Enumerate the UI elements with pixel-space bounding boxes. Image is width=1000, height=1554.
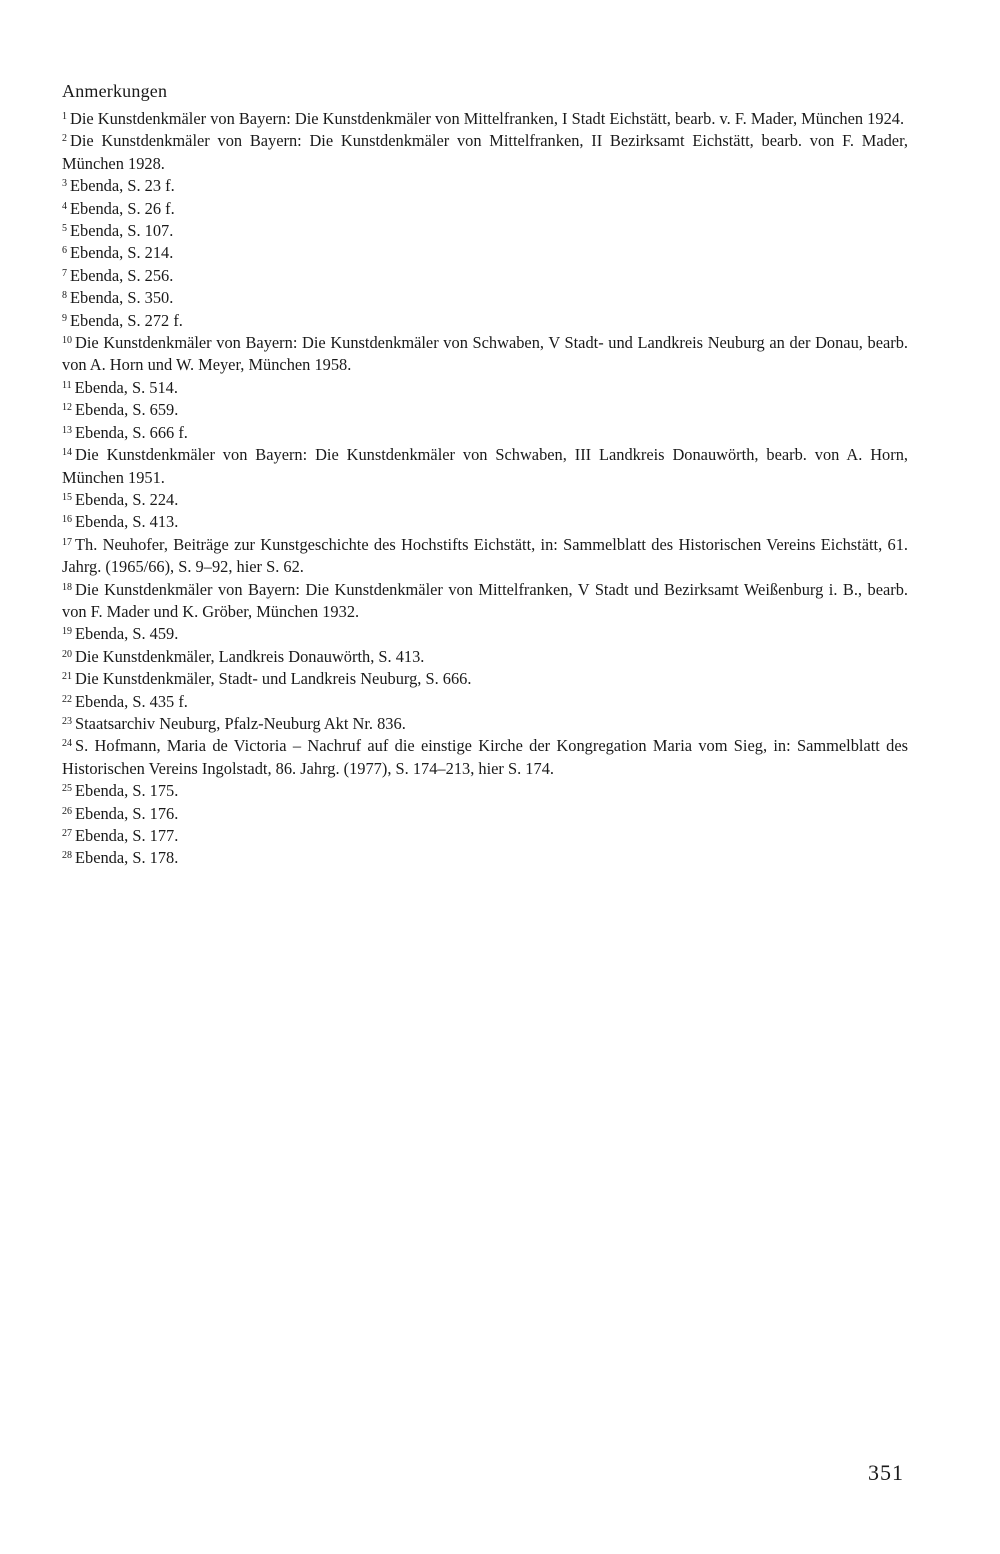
page-number: 351	[868, 1460, 904, 1485]
footnote-number: 11	[62, 379, 72, 391]
footnote-text: Die Kunstdenkmäler, Stadt- und Landkreis Neuburg, S. 666.	[75, 669, 472, 689]
footnote-text: Die Kunstdenkmäler von Bayern: Die Kunstdenkmäler von Schwaben, V Stadt- und Landkreis Neuburg an der Donau, bearb. von A. Horn und W. Meyer, München 1958.	[62, 333, 908, 375]
footnote	[62, 735, 908, 780]
footnote-text: Ebenda, S. 178.	[75, 848, 179, 868]
section-heading: Anmerkungen	[62, 81, 168, 101]
footnote-number: 1	[62, 111, 67, 122]
footnote-number: 28	[62, 850, 72, 862]
footnote-text: Ebenda, S. 256.	[70, 265, 174, 285]
footnote	[62, 422, 908, 444]
footnote-number: 23	[62, 715, 72, 727]
footnote	[62, 198, 908, 220]
footnote	[62, 511, 908, 533]
footnote	[62, 220, 908, 242]
footnote	[62, 803, 908, 825]
footnote-number: 10	[62, 335, 72, 347]
footnote-number: 7	[62, 267, 67, 279]
footnote-number: 2	[62, 133, 67, 145]
footnote-text: Ebenda, S. 26 f.	[70, 198, 175, 218]
footnote-text: Ebenda, S. 459.	[75, 624, 179, 644]
footnote	[62, 175, 908, 197]
footnote	[62, 444, 908, 489]
footnote	[62, 691, 908, 713]
footnote-number: 3	[62, 178, 67, 190]
footnote-number: 22	[62, 693, 72, 705]
footnote-text: Ebenda, S. 23 f.	[70, 176, 175, 196]
footnote-number: 24	[62, 738, 72, 750]
footnote-number: 21	[62, 671, 72, 683]
footnote	[62, 825, 908, 847]
footnote-text: Die Kunstdenkmäler von Bayern: Die Kunstdenkmäler von Mittelfranken, II Bezirksamt Eichstätt, bearb. von F. Mader, München 1928.	[62, 131, 908, 173]
footnote	[62, 668, 908, 690]
footnote-text: Ebenda, S. 272 f.	[70, 310, 183, 330]
footnote-number: 17	[62, 536, 72, 548]
footnote	[62, 242, 908, 264]
footnote-number: 12	[62, 402, 72, 414]
footnote-text: Die Kunstdenkmäler von Bayern: Die Kunstdenkmäler von Mittelfranken, I Stadt Eichstätt, bearb. v. F. Mader, München 1924.	[70, 109, 905, 128]
footnote-text: Ebenda, S. 224.	[75, 489, 179, 509]
footnote	[62, 579, 908, 624]
footnote-text: Ebenda, S. 107.	[70, 221, 174, 241]
notes-section	[62, 80, 908, 870]
footnote-text: S. Hofmann, Maria de Victoria – Nachruf auf die einstige Kirche der Kongregation Maria vom Sieg, in: Sammelblatt des Historischen Vereins Ingolstadt, 86. Jahrg. (1977), S. 174–213, hier S. 174.	[62, 736, 908, 778]
footnote	[62, 847, 908, 869]
footnote-text: Die Kunstdenkmäler, Landkreis Donauwörth, S. 413.	[75, 646, 425, 666]
footnote-number: 20	[62, 648, 72, 660]
footnote	[62, 713, 908, 735]
footnote-text: Ebenda, S. 659.	[75, 400, 179, 420]
footnote-number: 16	[62, 514, 72, 526]
footnote-text: Ebenda, S. 413.	[75, 512, 179, 532]
footnote-text: Ebenda, S. 514.	[74, 377, 178, 397]
footnote-text: Die Kunstdenkmäler von Bayern: Die Kunstdenkmäler von Schwaben, III Landkreis Donauwörth, bearb. von A. Horn, München 1951.	[62, 445, 908, 487]
footnote-text: Ebenda, S. 177.	[75, 826, 179, 845]
footnote	[62, 108, 908, 130]
footnote-number: 19	[62, 626, 72, 638]
footnote-number: 15	[62, 491, 72, 503]
footnote-number: 18	[62, 581, 72, 593]
footnote-number: 4	[62, 200, 67, 212]
footnote-number: 13	[62, 424, 72, 436]
footnote	[62, 534, 908, 579]
footnote-number: 9	[62, 312, 67, 324]
footnote-number: 14	[62, 447, 72, 459]
footnote-number: 26	[62, 805, 72, 817]
footnote-text: Th. Neuhofer, Beiträge zur Kunstgeschichte des Hochstifts Eichstätt, in: Sammelblatt des Historischen Vereins Eichstätt, 61. Jahrg. (1965/66), S. 9–92, hier S. 62.	[62, 534, 908, 577]
footnote	[62, 780, 908, 802]
footnote-number: 5	[62, 223, 67, 235]
footnote-number: 6	[62, 245, 67, 257]
footnote	[62, 489, 908, 511]
footnote	[62, 399, 908, 421]
footnote-text: Ebenda, S. 175.	[75, 781, 179, 801]
footnote-number: 25	[62, 783, 72, 795]
footnote-text: Staatsarchiv Neuburg, Pfalz-Neuburg Akt Nr. 836.	[75, 713, 406, 733]
footnote	[62, 287, 908, 309]
footnote	[62, 310, 908, 332]
footnote	[62, 646, 908, 668]
footnote	[62, 623, 908, 645]
footnote-text: Ebenda, S. 350.	[70, 288, 174, 308]
footnote-number: 8	[62, 290, 67, 302]
footnote-text: Ebenda, S. 666 f.	[75, 422, 188, 442]
footnote-text: Ebenda, S. 214.	[70, 243, 174, 263]
footnote-text: Die Kunstdenkmäler von Bayern: Die Kunstdenkmäler von Mittelfranken, V Stadt und Bezirksamt Weißenburg i. B., bearb. von F. Mader und K. Gröber, München 1932.	[62, 579, 908, 621]
footnote	[62, 265, 908, 287]
footnote-number: 27	[62, 828, 72, 839]
footnote-text: Ebenda, S. 435 f.	[75, 691, 188, 711]
footnote-list	[62, 108, 908, 870]
footnote	[62, 130, 908, 175]
footnote	[62, 377, 908, 399]
footnote	[62, 332, 908, 377]
footnote-text: Ebenda, S. 176.	[75, 803, 179, 823]
